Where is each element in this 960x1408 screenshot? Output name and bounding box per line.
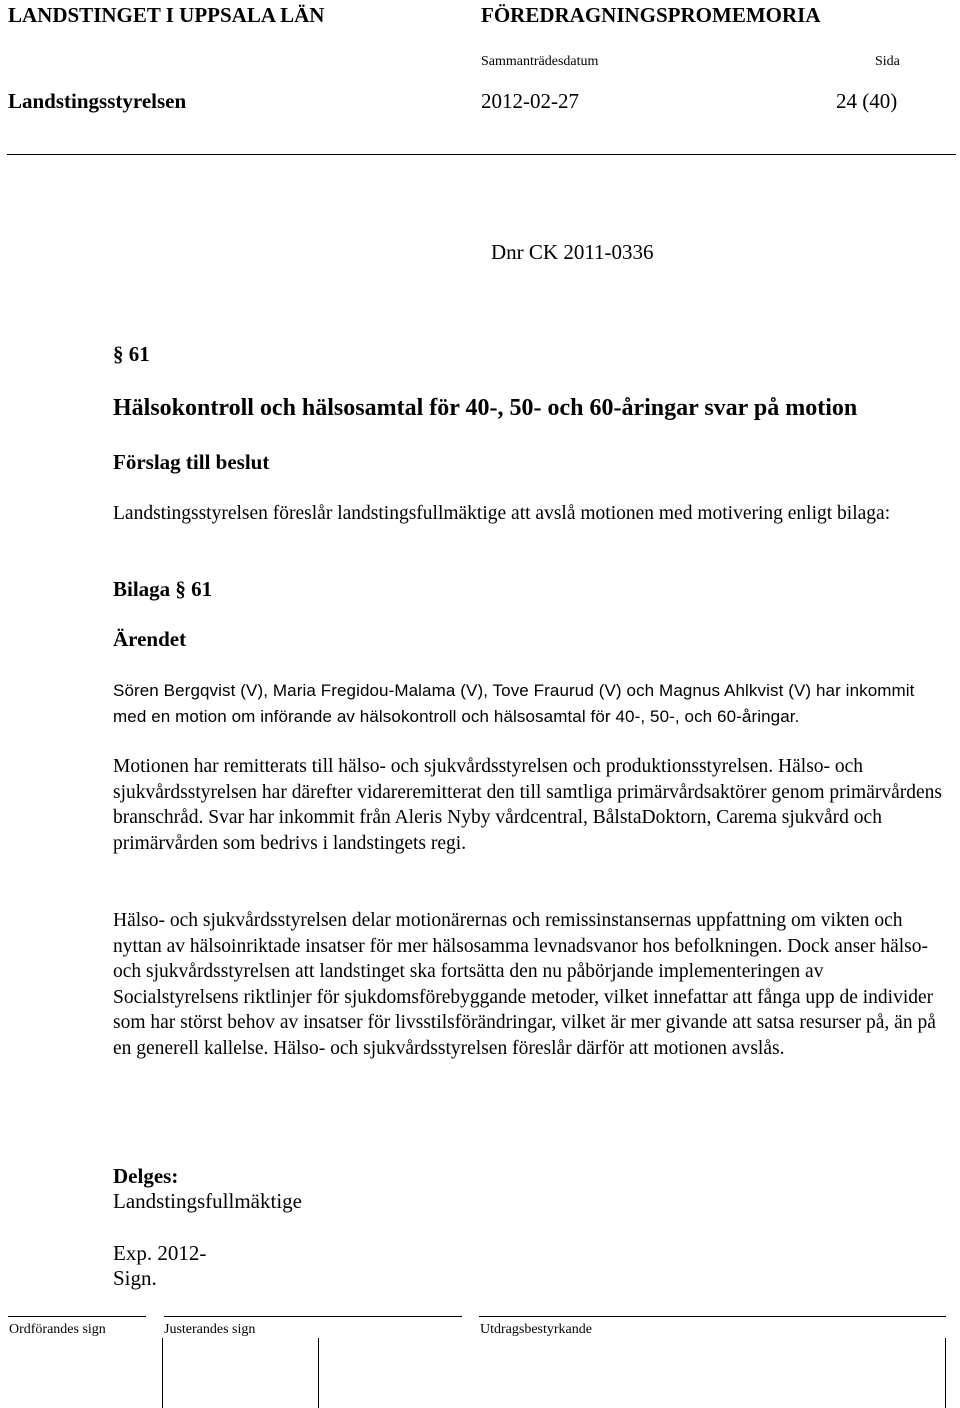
case-paragraph-opinion: Hälso- och sjukvårdsstyrelsen delar motionärernas och remissinstansernas uppfattning om vikten och nyttan av hälsoinriktade insatser för mer hälsosamma levnadsvanor hos befolkningen. Dock anser hälso- och sjukvårdsstyrelsen att landstinget ska fortsätta den nu påbörjande implementeringen av Socialstyrelsens riktlinjer för sjukdomsförebyggande metoder, vilket innefattar att fånga upp de individer som har störst behov av insatser för livsstilsförändringar, vilket är mer givande att satsa resurser på, än på en generell kallelse. Hälso- och sjukvårdsstyrelsen föreslår därför att motionen avslås. xyxy=(113,910,936,1059)
proposal-text: Landstingsstyrelsen föreslår landstingsfullmäktige att avslå motionen med motivering enligt bilaga: xyxy=(113,503,891,524)
page-label: Sida xyxy=(875,54,900,69)
meeting-date-label: Sammanträdesdatum xyxy=(481,54,599,69)
dispatch-sign: Sign. xyxy=(113,1266,157,1290)
footer-rule-extract xyxy=(479,1316,946,1317)
proposal-heading: Förslag till beslut xyxy=(113,450,270,474)
committee-name: Landstingsstyrelsen xyxy=(8,89,187,113)
distribution-recipient: Landstingsfullmäktige xyxy=(113,1189,302,1213)
case-paragraph-referral: Motionen har remitterats till hälso- och sjukvårdsstyrelsen och produktionsstyrelsen. Hälso- och sjukvårdsstyrelsen har därefter vidareremitterat den till samtliga primärvårdsaktörer genom primärvårdens branschråd. Svar har inkommit från Aleris Nyby vårdcentral, BålstaDoktorn, Carema sjukvård och primärvården som bedrivs i landstingets regi. xyxy=(113,756,942,854)
page-number: 24 (40) xyxy=(836,89,898,113)
distribution-label: Delges: xyxy=(113,1164,179,1188)
case-paragraph-motion: Sören Bergqvist (V), Maria Fregidou-Malama (V), Tove Fraurud (V) och Magnus Ahlkvist (V) har inkommit med en motion om införande av hälsokontroll och hälsosamtal för 40-, 50-, och 60-åringar. xyxy=(113,681,915,726)
chair-sign-label: Ordförandes sign xyxy=(9,1322,106,1337)
appendix-reference: Bilaga § 61 xyxy=(113,577,213,601)
adjuster-sign-label: Justerandes sign xyxy=(164,1322,256,1337)
signature-box-divider xyxy=(318,1338,319,1408)
signature-box-divider xyxy=(162,1338,163,1408)
paragraph-number: § 61 xyxy=(113,342,150,366)
case-heading: Ärendet xyxy=(113,627,187,651)
meeting-date: 2012-02-27 xyxy=(481,89,579,113)
signature-box-divider xyxy=(945,1338,946,1408)
registration-number: Dnr CK 2011-0336 xyxy=(491,240,654,264)
header-divider xyxy=(7,154,956,155)
extract-certification-label: Utdragsbestyrkande xyxy=(480,1322,592,1337)
document-heading: Hälsokontroll och hälsosamtal för 40-, 50- och 60-åringar svar på motion xyxy=(113,395,858,421)
dispatch-date: Exp. 2012- xyxy=(113,1241,207,1265)
footer-rule-adjuster xyxy=(164,1316,462,1317)
document-type: FÖREDRAGNINGSPROMEMORIA xyxy=(481,3,821,27)
organization-name: LANDSTINGET I UPPSALA LÄN xyxy=(8,3,325,27)
footer-rule-chair xyxy=(8,1316,146,1317)
